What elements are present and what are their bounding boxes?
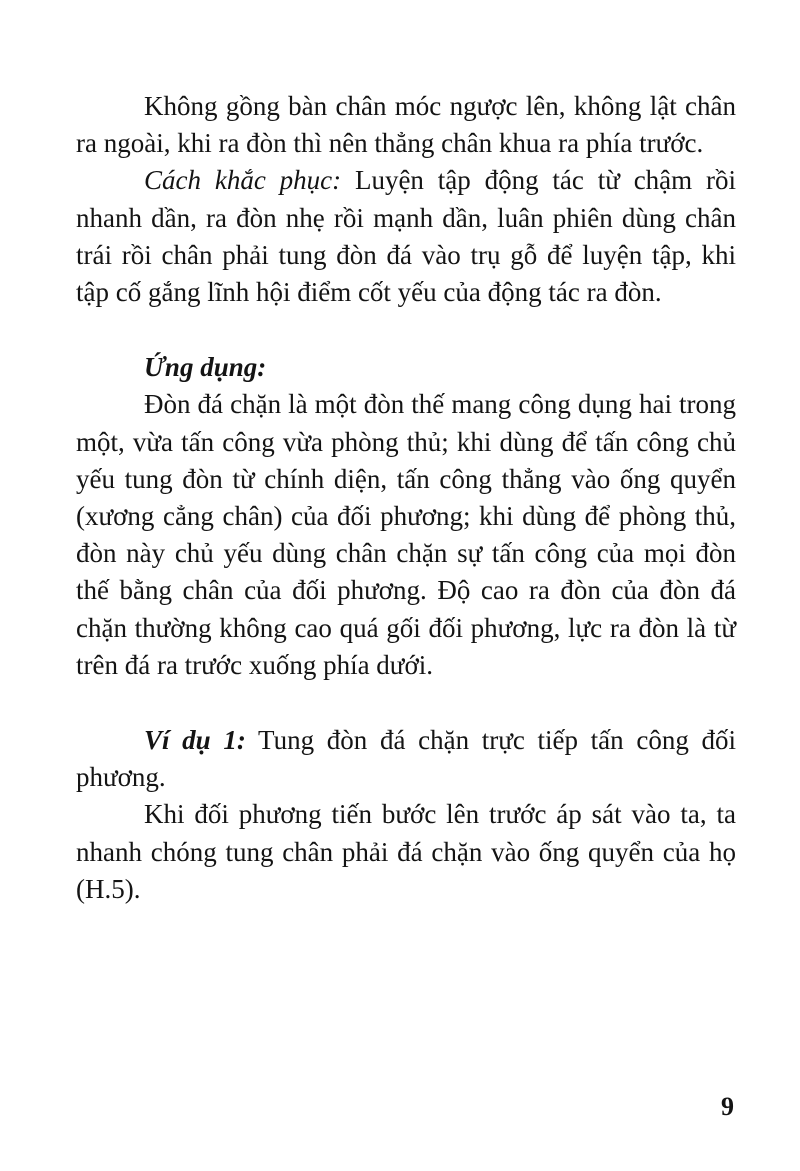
remedy-text: Luyện tập động tác từ chậm rồi nhanh dần, ra đòn nhẹ rồi mạnh dần, luân phiên dùng chân trái rồi chân phải tung đòn đá vào trụ gỗ để luyện tập, khi tập cố gắng lĩnh hội điểm cốt yếu của động tác ra đòn.	[76, 165, 736, 308]
paragraph-application: Đòn đá chặn là một đòn thế mang công dụng hai trong một, vừa tấn công vừa phòng thủ; khi dùng để tấn công chủ yếu tung đòn từ chính diện, tấn công thẳng vào ống quyển (xương cẳng chân) của đối phương; khi dùng để phòng thủ, đòn này chủ yếu dùng chân chặn sự tấn công của mọi đòn thế bằng chân của đối phương. Độ cao ra đòn của đòn đá chặn thường không cao quá gối đối phương, lực ra đòn là từ trên đá ra trước xuống phía dưới.	[76, 389, 736, 680]
paragraph-error-description: Không gồng bàn chân móc ngược lên, không lật chân ra ngoài, khi ra đòn thì nên thẳng chân khua ra phía trước.	[76, 91, 736, 159]
section-heading-application: Ứng dụng:	[144, 352, 267, 383]
example-1-text: Tung đòn đá chặn trực tiếp tấn công đối phương.	[76, 725, 736, 793]
page-body	[76, 88, 736, 908]
remedy-label: Cách khắc phục:	[144, 165, 342, 196]
paragraph-example-1-detail: Khi đối phương tiến bước lên trước áp sát vào ta, ta nhanh chóng tung chân phải đá chặn vào ống quyển của họ (H.5).	[76, 799, 736, 904]
example-1-label: Ví dụ 1:	[144, 725, 246, 756]
paragraph-example-1	[76, 722, 736, 796]
page-number: 9	[721, 1092, 734, 1121]
paragraph-remedy	[76, 162, 736, 311]
